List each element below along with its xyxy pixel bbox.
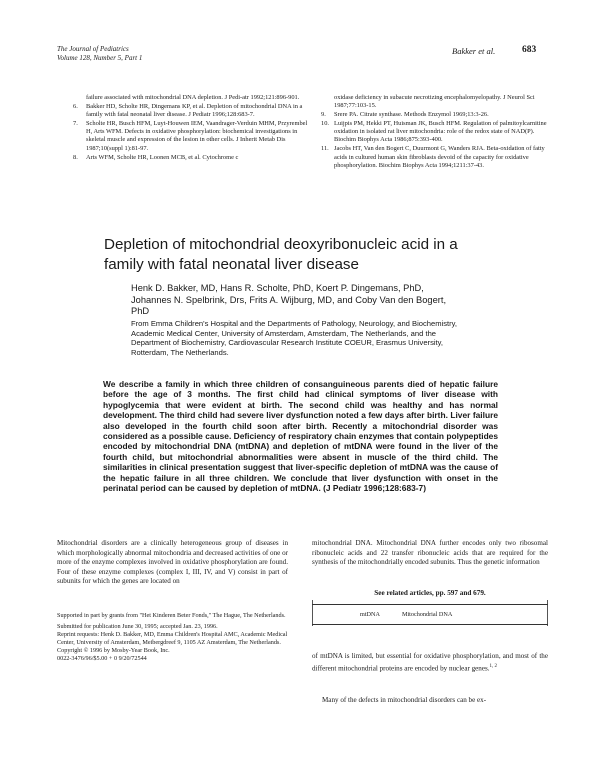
prior-references-right: [316, 94, 550, 171]
reference-text: Arts WFM, Scholte HR, Loonen MCB, et al. Cytochrome c: [86, 153, 239, 161]
article-code: 0022-3476/96/$5.00 + 0 9/20/72544: [57, 655, 147, 663]
page-number: 683: [522, 45, 537, 55]
abbreviation-row: [312, 611, 548, 618]
copyright-note: Copyright © 1996 by Mosby-Year Book, Inc.: [57, 647, 170, 655]
body-paragraph: mitochondrial DNA. Mitochondrial DNA further encodes only two ribosomal ribonucleic acids and 22 transfer ribonucleic acids that are required for the synthesis of the mitochondrially encoded subunits. Thus the genetic information: [312, 539, 548, 566]
reference-text: oxidase deficiency in subacute necrotizing encephalomyelopathy. J Neurol Sci 1987;77:103-15.: [334, 94, 535, 110]
support-note: Supported in part by grants from "Het Kinderen Beter Fonds," The Hague, The Netherlands.: [57, 612, 286, 619]
running-author: Bakker et al.: [452, 46, 496, 56]
divider: [312, 604, 548, 605]
body-paragraph: Many of the defects in mitochondrial disorders can be ex-: [322, 696, 487, 704]
abbreviation-definition: Mitochondrial DNA: [401, 611, 453, 618]
reference-item: [316, 111, 550, 119]
reference-item: [316, 145, 550, 170]
prior-references-left: [68, 94, 311, 162]
reference-text: Bakker HD, Scholte HR, Dingemans KP, et al. Depletion of mitochondrial DNA in a family with fatal neonatal liver disease. J Pediatr 1996;128:683-7.: [86, 102, 303, 119]
reference-number: 8.: [73, 153, 78, 161]
reference-number: 7.: [73, 119, 78, 127]
reference-item: [316, 120, 550, 145]
reference-item: [68, 120, 311, 153]
reference-number: 6.: [73, 102, 78, 110]
reference-superscript: 1, 2: [489, 663, 498, 669]
journal-name: The Journal of Pediatrics: [57, 45, 129, 53]
reference-item: [68, 154, 311, 162]
see-related-link[interactable]: See related articles, pp. 597 and 679.: [374, 589, 486, 597]
affiliation: From Emma Children's Hospital and the Departments of Pathology, Neurology, and Biochemistry, Academic Medical Center, University of Amsterdam, Amsterdam, The Netherlands, and the Department of Biochemistry, Cardiovascular Research Institute COEUR, Erasmus University, Rotterdam, The Netherlands.: [131, 319, 458, 358]
reference-text: Srere PA. Citrate synthase. Methods Enzymol 1969;13:3-26.: [334, 111, 489, 119]
footnotes: [57, 612, 288, 664]
abstract: [103, 379, 498, 493]
article-title: Depletion of mitochondrial deoxyribonucleic acid in a family with fatal neonatal liver disease: [104, 236, 458, 273]
reference-text: Luijpis PM, Hekki PT, Huisman JK, Busch HFM. Regulation of palmitoylcarnitine oxidation in isolated rat liver mitochondria: role of the redox state of NAD(P). Biochim Biophys Acta 1986;875:393-400.: [334, 119, 547, 144]
journal-volume: Volume 128, Number 5, Part 1: [57, 54, 143, 62]
reference-text: Scholte HR, Busch HFM, Luyt-Houwen IEM, Vaandrager-Verduin MHM, Przyrembel H, Arts WFM. Defects in oxidative phosphorylation: biochemical investigations in skeletal muscle and expression of the lesion in other cells. J Inherit Metab Dis 1987;10(suppl 1):81-97.: [86, 119, 308, 152]
body-paragraph: [312, 652, 548, 673]
reprint-note: Reprint requests: Henk D. Bakker, MD, Emma Children's Hospital AMC, Academic Medical Center, University of Amsterdam, Meibergdreef 9, 1105 AZ Amsterdam, The Netherlands.: [57, 631, 288, 647]
reference-item: [316, 94, 550, 111]
reference-item: [68, 103, 311, 120]
abstract-text: We describe a family in which three children of consanguineous parents died of hepatic failure before the age of 3 months. The first child had clinical symptoms of liver disease with hypoglycemia that were evident at birth. The second child was healthy and has normal development. The third child had severe liver dysfunction noted a few days after birth. Liver failure also developed in the fourth child soon after birth. Recently a mitochondrial disorder was considered as a possible cause. Deficiency of respiratory chain enzymes that contain polypeptides encoded by mitochondrial DNA (mtDNA) and depletion of mtDNA were found in the liver of the fourth child, but mitochondrial abnormalities were absent in muscle of the third child. The similarities in clinical presentation suggest that liver-specific depletion of mtDNA was the cause of the hepatic failure in all three children. We conclude that liver dysfunction with onset in the perinatal period can be caused by depletion of mtDNA.: [103, 379, 498, 494]
reference-number: 11.: [321, 145, 329, 153]
reference-item: [68, 94, 311, 102]
abstract-citation: (J Pediatr 1996;128:683-7): [323, 483, 427, 494]
divider: [312, 624, 548, 625]
author-list: Henk D. Bakker, MD, Hans R. Scholte, PhD, Koert P. Dingemans, PhD, Johannes N. Spelbrink, Drs, Frits A. Wijburg, MD, and Coby Van den Bogert, PhD: [131, 283, 447, 316]
reference-number: 9.: [321, 111, 326, 119]
reference-text: failure associated with mitochondrial DNA depletion. J Pedi-atr 1992;121:896-901.: [86, 94, 300, 101]
submission-note: Submitted for publication June 30, 1995; accepted Jan. 23, 1996.: [57, 623, 218, 631]
body-paragraph: Mitochondrial disorders are a clinically heterogeneous group of diseases in which morphologically abnormal mitochondria and decreased activities of one or more of the enzyme complexes involved in oxidative phosphorylation are found. Four of these enzyme complexes (complex I, III, IV, and V) consist in part of subunits for which the genes are located on: [57, 539, 288, 585]
abbreviation-term: mtDNA: [360, 611, 380, 618]
reference-text: Jacobs HT, Van den Bogert C, Duurmont G, Wanders RJA. Beta-oxidation of fatty acids in cultured human skin fibroblasts devoid of the capacity for oxidative phosphorylation. Biochim Biophys Acta 1994;1211:37-43.: [334, 145, 545, 169]
reference-number: 10.: [321, 119, 329, 127]
paragraph-text: of mtDNA is limited, but essential for oxidative phosphorylation, and most of the different mitochondrial proteins are encoded by nuclear genes.: [312, 652, 548, 672]
